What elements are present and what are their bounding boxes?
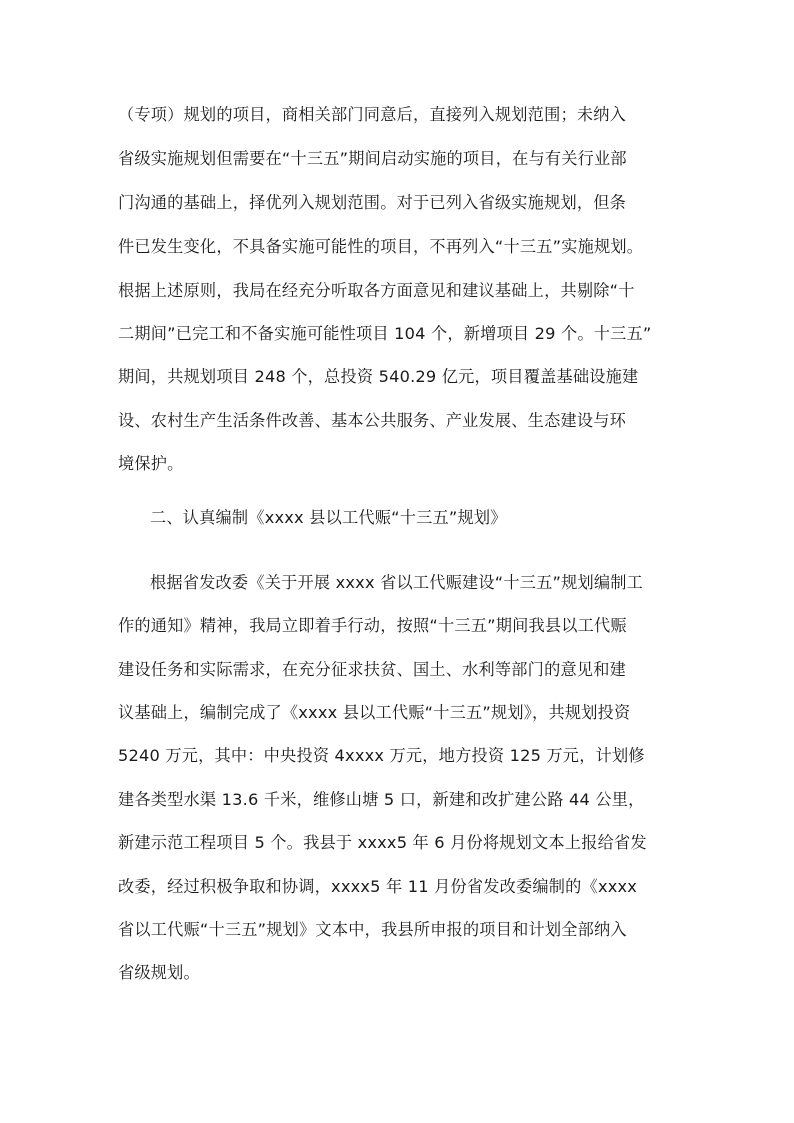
- text-line: （专项）规划的项目，商相关部门同意后，直接列入规划范围；未纳入: [118, 105, 627, 124]
- text-line: 件已发生变化，不具备实施可能性的项目，不再列入“十三五”实施规划。: [118, 237, 644, 256]
- text-line: 省级规划。: [118, 963, 200, 982]
- text-line: 门沟通的基础上，择优列入规划范围。对于已列入省级实施规划，但条: [118, 193, 627, 212]
- text-line: 省级实施规划但需要在“十三五”期间启动实施的项目，在与有关行业部: [118, 149, 627, 168]
- text-line: 境保护。: [118, 454, 184, 473]
- text-line: 建各类型水渠 13.6 千米，维修山塘 5 口，新建和改扩建公路 44 公里，: [118, 790, 645, 809]
- text-line: 改委，经过积极争取和协调，xxxx5 年 11 月份省发改委编制的《xxxx: [118, 877, 638, 896]
- text-line: 新建示范工程项目 5 个。我县于 xxxx5 年 6 月份将规划文本上报给省发: [118, 833, 647, 852]
- text-line: 二期间”已完工和不备实施可能性项目 104 个，新增项目 29 个。十三五”: [118, 324, 652, 343]
- text-line: 作的通知》精神，我局立即着手行动，按照“十三五”期间我县以工代赈: [118, 616, 627, 635]
- text-line: 根据上述原则，我局在经充分听取各方面意见和建议基础上，共剔除“十: [118, 281, 635, 300]
- text-line: 议基础上，编制完成了《xxxx 县以工代赈“十三五”规划》，共规划投资: [118, 703, 631, 722]
- text-line: 根据省发改委《关于开展 xxxx 省以工代赈建设“十三五”规划编制工: [150, 573, 644, 592]
- heading-text: 二、认真编制《xxxx 县以工代赈“十三五”规划》: [150, 508, 507, 527]
- text-line: 5240 万元，其中：中央投资 4xxxx 万元，地方投资 125 万元，计划修: [118, 746, 645, 765]
- text-line: 建设任务和实际需求，在充分征求扶贫、国土、水利等部门的意见和建: [118, 660, 627, 679]
- text-line: 省以工代赈“十三五”规划》文本中，我县所申报的项目和计划全部纳入: [118, 920, 627, 939]
- text-line: 设、农村生产生活条件改善、基本公共服务、产业发展、生态建设与环: [118, 411, 627, 430]
- text-line: 期间，共规划项目 248 个，总投资 540.29 亿元，项目覆盖基础设施建: [118, 367, 639, 386]
